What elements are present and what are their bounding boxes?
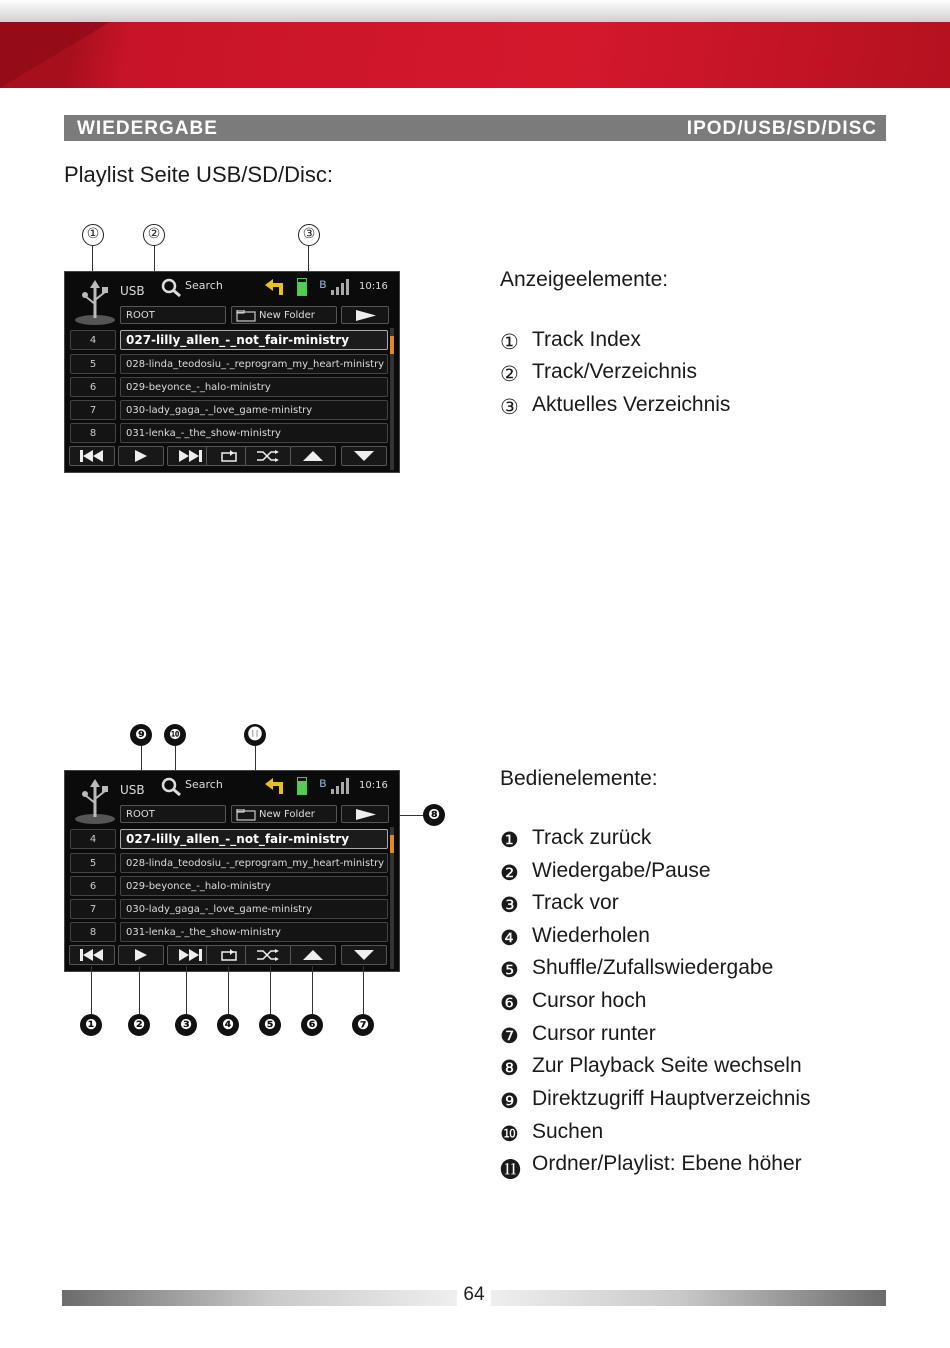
section-subtitle: IPOD/USB/SD/DISC (686, 118, 877, 139)
current-folder-button[interactable] (231, 805, 337, 823)
search-icon (161, 278, 183, 298)
folder-icon (236, 809, 256, 821)
source-label: USB (120, 284, 145, 298)
track-index: 7 (70, 400, 116, 420)
callout-11: ⓫ (244, 724, 266, 746)
track-title: 027-lilly_allen_-_not_fair-ministry (120, 330, 388, 350)
play-icon (135, 949, 147, 961)
playback-page-button[interactable] (341, 805, 389, 823)
legend-text: Track vor (532, 891, 619, 914)
legend-text: Zur Playback Seite wechseln (532, 1054, 802, 1077)
cursor-down-icon (354, 451, 374, 461)
legend-text: Ordner/Playlist: Ebene höher (532, 1152, 802, 1175)
track-index: 8 (70, 423, 116, 443)
repeat-icon (220, 450, 238, 462)
callout-4: ❹ (217, 1014, 239, 1036)
page-footer (62, 1284, 886, 1307)
scrollbar[interactable] (390, 827, 394, 969)
track-row[interactable] (70, 829, 388, 849)
callout-9: ❾ (130, 724, 152, 746)
track-row[interactable] (70, 853, 388, 873)
leader-line (312, 966, 313, 1014)
track-index: 5 (70, 354, 116, 374)
display-elements-title: Anzeigeelemente: (500, 268, 669, 291)
track-index: 4 (70, 330, 116, 350)
previous-track-button[interactable] (69, 446, 115, 466)
cursor-down-button[interactable] (341, 945, 387, 965)
legend-text: Aktuelles Verzeichnis (532, 393, 731, 416)
legend-number: ③ (500, 396, 519, 419)
cursor-up-button[interactable] (290, 945, 336, 965)
legend-number: ❹ (500, 927, 519, 950)
legend-text: Direktzugriff Hauptverzeichnis (532, 1087, 811, 1110)
scrollbar-thumb[interactable] (390, 336, 394, 354)
clock: 10:16 (359, 780, 388, 791)
usb-icon[interactable] (73, 777, 117, 825)
track-index: 7 (70, 899, 116, 919)
play-arrow-icon (356, 310, 376, 321)
next-track-icon (178, 450, 202, 462)
track-title: 031-lenka_-_the_show-ministry (120, 423, 388, 443)
leader-line (139, 966, 140, 1014)
legend-text: Shuffle/Zufallswiedergabe (532, 956, 774, 979)
legend-text: Wiedergabe/Pause (532, 859, 711, 882)
current-folder-label: New Folder (259, 809, 315, 820)
playlist-screen-bottom (64, 770, 400, 972)
previous-track-button[interactable] (69, 945, 115, 965)
search-button[interactable] (161, 276, 241, 298)
play-pause-button[interactable] (118, 446, 164, 466)
shuffle-icon (257, 949, 279, 961)
legend-number: ⓫ (500, 1159, 521, 1182)
track-row[interactable] (70, 400, 388, 420)
track-row[interactable] (70, 899, 388, 919)
leader-line (363, 966, 364, 1014)
track-title: 028-linda_teodosiu_-_reprogram_my_heart-ministry (120, 853, 388, 873)
playlist-screen-top (64, 271, 400, 473)
callout-10: ❿ (164, 724, 186, 746)
cursor-up-icon (303, 451, 323, 461)
top-banner (0, 0, 950, 88)
legend-number: ❺ (500, 959, 519, 982)
track-title: 030-lady_gaga_-_love_game-ministry (120, 400, 388, 420)
cursor-down-button[interactable] (341, 446, 387, 466)
legend-number: ❿ (500, 1123, 519, 1146)
section-bar (64, 115, 886, 141)
next-track-icon (178, 949, 202, 961)
root-button[interactable]: ROOT (120, 805, 226, 823)
current-folder-button[interactable] (231, 306, 337, 324)
shuffle-button[interactable] (245, 945, 291, 965)
search-button[interactable] (161, 775, 241, 797)
battery-icon (297, 278, 307, 296)
legend-text: Cursor runter (532, 1022, 656, 1045)
track-index: 4 (70, 829, 116, 849)
legend-number: ① (500, 331, 519, 354)
callout-3: ❸ (175, 1014, 197, 1036)
search-icon (161, 777, 183, 797)
usb-icon[interactable] (73, 278, 117, 326)
track-title: 027-lilly_allen_-_not_fair-ministry (120, 829, 388, 849)
track-row[interactable] (70, 354, 388, 374)
callout-2: ❷ (128, 1014, 150, 1036)
legend-number: ❾ (500, 1090, 519, 1113)
track-title: 029-beyonce_-_halo-ministry (120, 876, 388, 896)
cursor-down-icon (354, 950, 374, 960)
control-elements-title: Bedienelemente: (500, 767, 658, 790)
legend-text: Track zurück (532, 826, 652, 849)
cursor-up-button[interactable] (290, 446, 336, 466)
callout-2: ② (143, 224, 165, 246)
callout-8: ❽ (423, 804, 445, 826)
play-arrow-icon (356, 809, 376, 820)
track-index: 6 (70, 377, 116, 397)
legend-number: ❶ (500, 829, 519, 852)
track-index: 6 (70, 876, 116, 896)
legend-number: ❼ (500, 1025, 519, 1048)
track-row[interactable] (70, 330, 388, 350)
legend-number: ❷ (500, 862, 519, 885)
playback-page-button[interactable] (341, 306, 389, 324)
previous-track-icon (80, 450, 104, 462)
callout-3: ③ (298, 224, 320, 246)
legend-number: ② (500, 363, 519, 386)
track-title: 031-lenka_-_the_show-ministry (120, 922, 388, 942)
legend-number: ❻ (500, 992, 519, 1015)
callout-6: ❻ (301, 1014, 323, 1036)
callout-1: ❶ (80, 1014, 102, 1036)
play-pause-button[interactable] (118, 945, 164, 965)
folder-icon (236, 310, 256, 322)
folder-up-icon[interactable] (263, 277, 289, 297)
legend-text: Cursor hoch (532, 989, 647, 1012)
track-title: 030-lady_gaga_-_love_game-ministry (120, 899, 388, 919)
cursor-up-icon (303, 950, 323, 960)
current-folder-label: New Folder (259, 310, 315, 321)
play-icon (135, 450, 147, 462)
search-label: Search (185, 778, 223, 791)
leader-line (186, 966, 187, 1014)
section-title: WIEDERGABE (77, 118, 218, 139)
legend-text: Wiederholen (532, 924, 650, 947)
bluetooth-icon: ʙ (319, 776, 327, 791)
callout-1: ① (82, 224, 104, 246)
top-banner-red (0, 22, 950, 88)
leader-line (270, 966, 271, 1014)
root-button[interactable]: ROOT (120, 306, 226, 324)
track-index: 5 (70, 853, 116, 873)
source-label: USB (120, 783, 145, 797)
scrollbar[interactable] (390, 328, 394, 470)
legend-text: Suchen (532, 1120, 604, 1143)
top-banner-grey (0, 0, 950, 22)
page-heading: Playlist Seite USB/SD/Disc: (64, 162, 333, 187)
search-label: Search (185, 279, 223, 292)
folder-up-icon[interactable] (263, 776, 289, 796)
bluetooth-icon: ʙ (319, 277, 327, 292)
repeat-icon (220, 949, 238, 961)
battery-icon (297, 777, 307, 795)
top-banner-accent (0, 22, 110, 88)
legend-text: Track/Verzeichnis (532, 360, 697, 383)
leader-line (91, 966, 92, 1014)
signal-icon (331, 778, 349, 794)
track-row[interactable] (70, 922, 388, 942)
track-row[interactable] (70, 377, 388, 397)
track-index: 8 (70, 922, 116, 942)
legend-number: ❸ (500, 894, 519, 917)
track-row[interactable] (70, 423, 388, 443)
previous-track-icon (80, 949, 104, 961)
legend-text: Track Index (532, 328, 641, 351)
legend-number: ❽ (500, 1057, 519, 1080)
shuffle-icon (257, 450, 279, 462)
callout-7: ❼ (352, 1014, 374, 1036)
leader-line (228, 966, 229, 1014)
track-title: 029-beyonce_-_halo-ministry (120, 377, 388, 397)
page-number: 64 (457, 1284, 491, 1306)
track-title: 028-linda_teodosiu_-_reprogram_my_heart-ministry (120, 354, 388, 374)
scrollbar-thumb[interactable] (390, 835, 394, 853)
shuffle-button[interactable] (245, 446, 291, 466)
signal-icon (331, 279, 349, 295)
track-row[interactable] (70, 876, 388, 896)
callout-5: ❺ (259, 1014, 281, 1036)
clock: 10:16 (359, 281, 388, 292)
